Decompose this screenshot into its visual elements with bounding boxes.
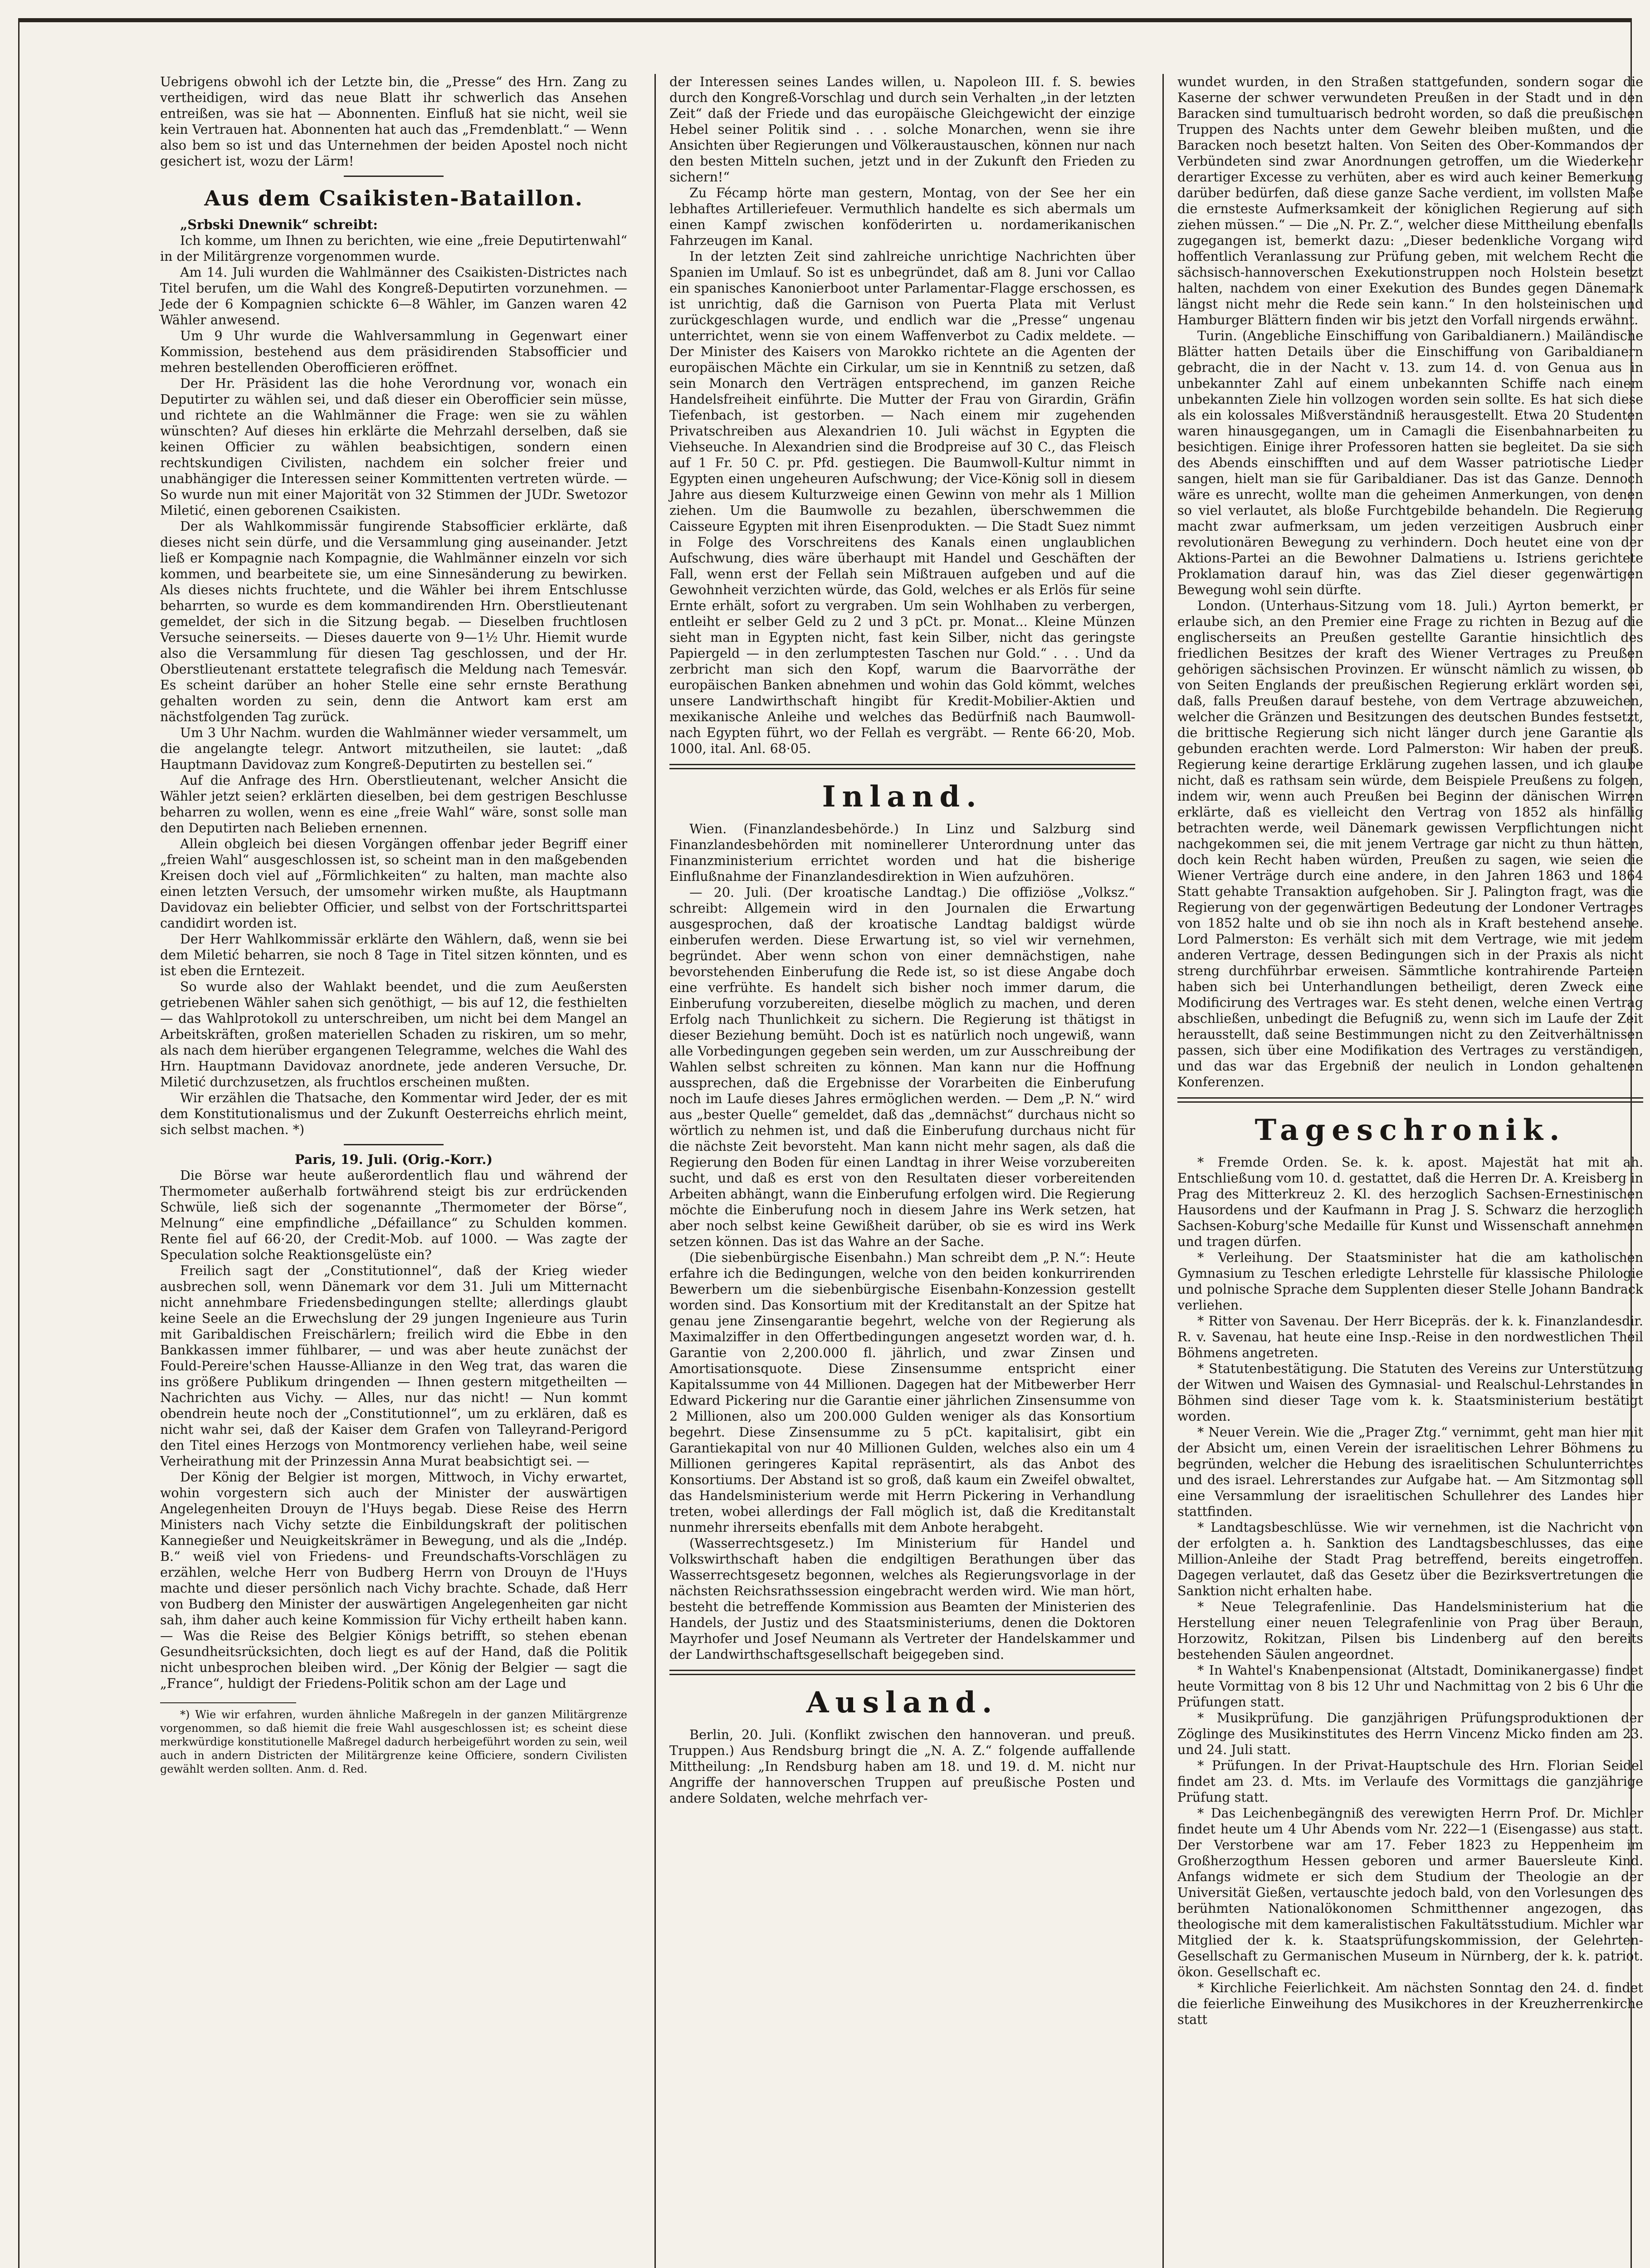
article-paragraph: Um 3 Uhr Nachm. wurden die Wahlmänner wieder versammelt, um die angelangte telegr. Antwort mitzutheilen, sie lautet: „daß Hauptmann Davidovaz zum Kongreß-Deputirten zu bestellen sei.“ [160, 725, 627, 772]
chronicle-item: * Statutenbestätigung. Die Statuten des Vereins zur Unterstützung der Witwen und Waisen des Gymnasial- und Realschul-Lehrstandes in Böhmen sind dieser Tage vom k. k. Staatsministerium bestätigt worden. [1177, 1361, 1643, 1424]
footnote: *) Wie wir erfahren, wurden ähnliche Maßregeln in der ganzen Militärgrenze vorgenommen, so daß hiemit die freie Wahl ausgeschlossen ist; es scheint diese merkwürdige konstitutionelle Maßregel dadurch herbeigeführt worden zu sein, weil auch in andern Districten der Militärgrenze keine Officiere, sondern Civilisten gewählt werden sollten. Anm. d. Red. [160, 1708, 627, 1775]
lead-paris: Paris, 19. Juli. (Orig.-Korr.) [295, 1152, 493, 1167]
chronicle-item: * Fremde Orden. Se. k. k. apost. Majestät hat mit ah. Entschließung vom 10. d. gestattet, daß die Herren Dr. A. Kreisberg in Prag des Mitterkreuz 2. Kl. des herzoglich Sachsen-Ernestinischen Hausordens und der Kaufmann in Prag J. S. Schwarz die herzoglich Sachsen-Koburg'sche Medaille für Kunst und Wissenschaft annehmen und tragen dürfen. [1177, 1155, 1643, 1249]
article-paragraph: Zu Fécamp hörte man gestern, Montag, von der See her ein lebhaftes Artilleriefeuer. Vermuthlich handelte es sich abermals um einen Kampf zwischen konföderirten u. nordamerikanischen Fahrzeugen im Kanal. [669, 186, 1135, 248]
article-paragraph: Turin. (Angebliche Einschiffung von Garibaldianern.) Mailändische Blätter hatten Details über die Einschiffung von Garibaldianern gebracht, die in der Nacht v. 13. zum 14. d. von Genua aus in unbekannter Zahl auf einem unbekannten Schiffe nach einem unbekannten Ziele hin vollzogen worden sein sollte. Es hat sich diese als ein kolossales Mißverständniß herausgestellt. Etwa 20 Studenten waren hinausgegangen, um in Camagli die Eisenbahnarbeiten zu besichtigen. Einige ihrer Professoren hatten sie begleitet. Da sie sich des Abends einschifften und auf dem Wasser patriotische Lieder sangen, hielt man sie für Garibaldianer. Das ist das Ganze. Dennoch wäre es unrecht, wollte man die geheimen Anmerkungen, von denen so viel verlautet, als bloße Furchtgebilde behandeln. Die Regierung macht zwar aufmerksam, um jeden verzeitigen Ausbruch einer revolutionären Bewegung zu verhindern. Doch heutet eine von der Aktions-Partei an die Bewohner Dalmatiens u. Istriens gerichtete Proklamation darauf hin, was das Ziel dieser gegenwärtigen Bewegung wohl sein dürfte. [1177, 328, 1643, 597]
article-paragraph: wundet wurden, in den Straßen stattgefunden, sondern sogar die Kaserne der schwer verwundeten Preußen in der Stadt und in den Baracken sind tumultuarisch bedroht worden, so daß die preußischen Truppen des Nachts unter dem Gewehr bleiben mußten, und die Baracken noch besetzt halten. Von Seiten des Ober-Kommandos der Verbündeten sind zwar Anordnungen getroffen, um die Wiederkehr derartiger Excesse zu verhüten, aber es wird auch keiner Bemerkung darüber bedürfen, daß diese ganze Sache verdient, im vollsten Maße die ernsteste Aufmerksamkeit der königlichen Regierung auf sich ziehen müssen.“ — Die „N. Pr. Z.“, welcher diese Mittheilung ebenfalls zugegangen ist, bemerkt dazu: „Dieser bedenkliche Vorgang wird hoffentlich Veranlassung zur Prüfung geben, mit welchem Recht die sächsisch-hannoverschen Exekutionstruppen noch Holstein besetzt halten, nachdem von einer Exekution des Bundes gegen Dänemark längst nicht mehr die Rede sein kann.“ In den holsteinischen und Hamburger Blättern finden wir bis jetzt den Vorfall nirgends erwähnt. [1177, 74, 1643, 327]
article-paragraph: (Wasserrechtsgesetz.) Im Ministerium für Handel und Volkswirthschaft haben die endgiltigen Berathungen über das Wasserrechtsgesetz begonnen, welches als Regierungsvorlage in der nächsten Reichsrathssession eingebracht werden wird. Wie man hört, besteht die betreffende Kommission aus Beamten der Ministerien des Handels, der Justiz und des Staatsministeriums, denen die Doktoren Mayrhofer und Josef Neumann als Vertreter der Handelskammer und der Landwirthschaftsgesellschaft beigegeben sind. [669, 1536, 1135, 1662]
article-paragraph: Ich komme, um Ihnen zu berichten, wie eine „freie Deputirtenwahl“ in der Militärgrenze vorgenommen wurde. [160, 233, 627, 264]
article-paragraph: (Die siebenbürgische Eisenbahn.) Man schreibt dem „P. N.“: Heute erfahre ich die Bedingungen, welche von den beiden konkurrirenden Bewerbern um die siebenbürgische Eisenbahn-Konzession gestellt worden sind. Das Konsortium mit der Kreditanstalt an der Spitze hat genau jene Zinsengarantie begehrt, welche von der Regierung als Maximalziffer in den Offertbedingungen angesetzt worden war, d. h. Garantie von 2,200.000 fl. jährlich, und zwar Zinsen und Amortisationsquote. Diese Zinsensumme entspricht einer Kapitalssumme von 44 Millionen. Dagegen hat der Mitbewerber Herr Edward Pickering nur die Garantie einer jährlichen Zinsensumme von 2 Millionen, also um 200.000 Gulden weniger als das Konsortium begehrt. Diese Zinsensumme zu 5 pCt. kapitalisirt, gibt ein Garantiekapital von nur 40 Millionen Gulden, welches also ein um 4 Millionen geringeres Kapital repräsentirt, als das Anbot des Konsortiums. Der Abstand ist so groß, daß kaum ein Zweifel obwaltet, das Handelsministerium werde mit Herrn Pickering in Verhandlung treten, wobei allerdings der Fall möglich ist, daß die Kreditanstalt nunmehr ihrerseits ebenfalls mit dem Anbote herabgeht. [669, 1250, 1135, 1535]
section-divider [669, 1670, 1135, 1675]
article-paragraph: Wien. (Finanzlandesbehörde.) In Linz und Salzburg sind Finanzlandesbehörden mit nominellerer Unterordnung unter das Finanzministerium errichtet worden und hat die bisherige Einflußnahme der Finanzlandesdirektion in Wien aufzuhören. [669, 821, 1135, 884]
newspaper-page [18, 18, 1643, 2268]
chronicle-item: * Kirchliche Feierlichkeit. Am nächsten Sonntag den 24. d. findet die feierliche Einweihung des Musikchores in der Kreuzherrenkirche statt [1177, 1980, 1643, 2027]
section-title-inland: Inland. [822, 780, 983, 814]
article-paragraph: Wir erzählen die Thatsache, den Kommentar wird Jeder, der es mit dem Konstitutionalismus und der Zukunft Oesterreichs ehrlich meint, sich selbst machen. *) [160, 1090, 627, 1137]
article-paragraph: Allein obgleich bei diesen Vorgängen offenbar jeder Begriff einer „freien Wahl“ ausgeschlossen ist, so scheint man in den maßgebenden Kreisen doch viel auf „Förmlichkeiten“ zu halten, man machte also einen letzten Versuch, der umsomehr wirken mußte, als Hauptmann Davidovaz ein beliebter Officier, und selbst von der Fortschrittspartei candidirt worden ist. [160, 836, 627, 931]
section-title-tageschronik: Tageschronik. [1255, 1113, 1566, 1147]
article-paragraph: Der Herr Wahlkommissär erklärte den Wählern, daß, wenn sie bei dem Miletić beharren, sie noch 8 Tage in Titel sitzen könnten, und es ist eben die Erntezeit. [160, 932, 627, 978]
divider [344, 1144, 444, 1145]
article-paragraph: Freilich sagt der „Constitutionnel“, daß der Krieg wieder ausbrechen soll, wenn Dänemark vor dem 31. Juli um Mitternacht nicht annehmbare Friedensbedingungen stellte; allerdings glaubt keine Seele an die Erwechslung der 29 jungen Ingenieure aus Turin mit Garibaldischen Freischärlern; freilich wird die Ebbe in den Bankkassen immer fühlbarer, — und was aber heute zunächst der Fould-Pereire'schen Hausse-Allianze in den Weg trat, das waren die ins größere Publikum dringenden — Ihnen gestern mitgetheilten — Nachrichten aus Vichy. — Alles, nur das nicht! — Nun kommt obendrein heute noch der „Constitutionnel“, um zu erklären, daß es nicht wahr sei, daß der Kaiser dem Grafen von Talleyrand-Perigord den Titel eines Herzogs von Montmorency verliehen habe, weil seine Verheirathung mit der Prinzessin Anna Murat beabsichtigt sei. — [160, 1263, 627, 1469]
section-divider [1177, 1097, 1643, 1103]
intro-paragraph: Uebrigens obwohl ich der Letzte bin, die „Presse“ des Hrn. Zang zu vertheidigen, wird das neue Blatt ihr schwerlich das Ansehen entreißen, was sie hat — Abonnenten. Einfluß hat sie nicht, weil sie kein Vertrauen hat. Abonnenten hat auch das „Fremdenblatt.“ — Wenn also bem so ist und das Unternehmen der beiden Apostel noch nicht gesichert ist, wozu der Lärm! [160, 74, 627, 169]
article-paragraph: London. (Unterhaus-Sitzung vom 18. Juli.) Ayrton bemerkt, er erlaube sich, an den Premier eine Frage zu richten in Bezug auf die englischerseits an Preußen gestellte Garantie hinsichtlich des friedlichen Besitzes der kraft des Wiener Vertrages zu Preußen gehörigen sächsischen Provinzen. Er wünscht nämlich zu wissen, ob von Seiten Englands der preußischen Regierung erklärt worden sei, daß, falls Preußen darauf bestehe, von dem Vertrage abzuweichen, welcher die Gränzen und Besitzungen des deutschen Bundes festsetzt, die brittische Regierung sich nicht länger durch jene Garantie als gebunden erachten werde. Lord Palmerston: Wir haben der preuß. Regierung keine derartige Erklärung zugehen lassen, und ich glaube nicht, daß es rathsam sein würde, dem Beispiele Preußens zu folgen, indem wir, wenn auch Preußen bei Beginn der dänischen Wirren erklärte, daß es vielleicht den Vertrag von 1852 als hinfällig betrachten werde, weil Dänemark gewissen Verpflichtungen nicht nachgekommen sei, die mit jenem Vertrage gar nicht zu thun hätten, doch kein Recht haben würden, Preußen zu sagen, wie seien die Wiener Verträge durch eine andere, in den Jahren 1863 und 1864 Statt gehabte Transaktion aufgehoben. Sir J. Palington fragt, was die Regierung von der gegenwärtigen Bedeutung der Londoner Vertrages von 1852 halte und ob sie ihn noch als in Kraft bestehend ansehe. Lord Palmerston: Es verhält sich mit dem Vertrage, wie mit jedem anderen Vertrage, dessen Bedingungen sich in der Praxis als nicht streng durchführbar erweisen. Sämmtliche kontrahirende Parteien haben sich bei Unterhandlungen betheiligt, deren Zweck eine Modificirung des Vertrages war. Es steht denen, welche einen Vertrag abschließen, unbedingt die Befugniß zu, wenn sich im Laufe der Zeit herausstellt, daß seine Bestimmungen nicht zu den Zeitverhältnissen passen, sich über eine Modifikation des Vertrages zu verständigen, und das war das Ergebniß der neulich in London gehaltenen Konferenzen. [1177, 598, 1643, 1090]
top-rule [20, 20, 1630, 22]
chronicle-item: * Prüfungen. In der Privat-Hauptschule des Hrn. Florian Seidel findet am 23. d. Mts. im Verlaufe des Vormittags die ganzjährige Prüfung statt. [1177, 1758, 1643, 1805]
chronicle-item: * In Wahtel's Knabenpensionat (Altstadt, Dominikanergasse) findet heute Vormittag von 8 bis 12 Uhr und Nachmittag von 2 bis 6 Uhr die Prüfungen statt. [1177, 1663, 1643, 1710]
article-paragraph: Der König der Belgier ist morgen, Mittwoch, in Vichy erwartet, wohin vorgestern sich auch der Minister der auswärtigen Angelegenheiten Drouyn de l'Huys begab. Diese Reise des Herrn Ministers nach Vichy setzte die Einbildungskraft der politischen Kannegießer und Neuigkeitskrämer in Bewegung, und als die „Indép. B.“ weiß viel von Friedens- und Freundschafts-Vorschlägen zu erzählen, welche Herr von Budberg Herrn von Drouyn de l'Huys machte und dieser persönlich nach Vichy brachte. Schade, daß Herr von Budberg den Minister der auswärtigen Angelegenheiten gar nicht sah, ihm daher auch keine Kommission für Vichy ertheilt haben kann. — Was die Reise des Belgier Königs betrifft, so stehen ebenan Gesundheitsrücksichten, doch liegt es auf der Hand, daß die Politik nicht unbesprochen bleiben wird. „Der König der Belgier — sagt die „France“, huldigt der Friedens-Politik schon am der Lage und [160, 1470, 627, 1691]
article-paragraph: Der als Wahlkommissär fungirende Stabsofficier erklärte, daß dieses nicht sein dürfe, und die Versammlung ging auseinander. Jetzt ließ er Kompagnie nach Kompagnie, die Wahlmänner einzeln vor sich kommen, und bearbeitete sie, um eine Sinnesänderung zu bewirken. Als dieses nichts fruchtete, und die Wähler bei ihrem Entschlusse beharrten, so wurde es dem kommandirenden Hrn. Oberstlieutenant gemeldet, der sich in die Sitzung begab. — Dieselben fruchtlosen Versuche seinerseits. — Dieses dauerte von 9—1½ Uhr. Hiemit wurde also die Versammlung für diesen Tag geschlossen, und der Hr. Oberstlieutenant erstattete telegrafisch die Meldung nach Temesvár. Es scheint darüber an hoher Stelle eine sehr ernste Berathung gehalten worden zu sein, denn die Antwort kam erst am nächstfolgenden Tag zurück. [160, 519, 627, 724]
footnote-rule [160, 1702, 296, 1703]
section-title-ausland: Ausland. [806, 1686, 999, 1720]
article-paragraph: Auf die Anfrage des Hrn. Oberstlieutenant, welcher Ansicht die Wähler jetzt seien? erklärten dieselben, bei dem gestrigen Beschlusse beharren zu wollen, wenn es eine „freie Wahl“ wäre, sonst solle man den Deputirten nach Belieben ernennen. [160, 773, 627, 836]
article-paragraph: So wurde also der Wahlakt beendet, und die zum Aeußersten getriebenen Wähler sahen sich genöthigt, — bis auf 12, die festhielten — das Wahlprotokoll zu unterschreiben, um nicht bei dem Mangel an Arbeitskräften, großen materiellen Schaden zu riskiren, um so mehr, als nach dem hierüber ergangenen Telegramme, welches die Wahl des Hrn. Hauptmann Davidovaz anordnete, jede anderen Versuche, Dr. Miletić durchzusetzen, als fruchtlos erscheinen mußten. [160, 979, 627, 1090]
article-paragraph: Die Börse war heute außerordentlich flau und während der Thermometer außerhalb fortwährend steigt bis zur erdrückenden Schwüle, ließ sich der sogenannte „Thermometer der Börse“, Melnung“ eine empfindliche „Défaillance“ zu Schulden kommen. Rente fiel auf 66·20, der Credit-Mob. auf 1000. — Was zagte der Speculation solche Reaktionsgelüste ein? [160, 1168, 627, 1262]
column-2 [654, 74, 1149, 2268]
article-paragraph: Am 14. Juli wurden die Wahlmänner des Csaikisten-Districtes nach Titel berufen, um die Wahl des Kongreß-Deputirten vorzunehmen. — Jede der 6 Kompagnien schickte 6—8 Wähler, im Ganzen waren 42 Wähler anwesend. [160, 265, 627, 327]
lead-srbski-dnewnik: „Srbski Dnewnik“ schreibt: [180, 217, 378, 232]
chronicle-item: * Neue Telegrafenlinie. Das Handelsministerium hat die Herstellung einer neuen Telegrafenlinie von Prag über Beraun, Horzowitz, Rokitzan, Pilsen bis Lindenberg auf den bereits bestehenden Säulen angeordnet. [1177, 1599, 1643, 1662]
chronicle-item: * Landtagsbeschlüsse. Wie wir vernehmen, ist die Nachricht von der erfolgten a. h. Sanktion des Landtagsbeschlusses, das eine Million-Anleihe der Stadt Prag betreffend, bereits eingetroffen. Dagegen verlautet, daß das Gesetz über die Bezirksvertretungen die Sanktion nicht erhalten habe. [1177, 1520, 1643, 1598]
article-paragraph: — 20. Juli. (Der kroatische Landtag.) Die offiziöse „Volksz.“ schreibt: Allgemein wird in den Journalen die Erwartung ausgesprochen, daß der kroatische Landtag baldigst würde einberufen werden. Diese Erwartung ist, so viel wir vernehmen, begründet. Aber wenn schon von einer demnächstigen, nahe bevorstehenden Einberufung die Rede ist, so ist diese Angabe doch eine verfrühte. Es handelt sich bisher noch immer darum, die Einberufung vorzubereiten, dieselbe möglich zu machen, und deren Erfolg nach Thunlichkeit zu sichern. Die Regierung ist thätigst in dieser Beziehung bemüht. Doch ist es natürlich noch ungewiß, wann alle Vorbedingungen gegeben sein werden, um zur Ausschreibung der Wahlen selbst schreiten zu können. Man kann nur die Hoffnung aussprechen, daß die Ergebnisse der Vorarbeiten die Einberufung noch im Laufe dieses Jahres ermöglichen werden. — Dem „P. N.“ wird aus „bester Quelle“ gemeldet, daß das „demnächst“ durchaus nicht so wörtlich zu nehmen ist, und daß die Einberufung durchaus nicht für die nächste Zeit bevorsteht. Man kann nicht mehr sagen, als daß die Regierung den Boden für einen Landtag in ihrer Weise vorzubereiten sucht, und daß es erst von den Resultaten dieser vorbereitenden Arbeiten abhängt, wann die Einberufung erfolgen wird. Die Regierung möchte die Einberufung noch in diesem Jahre ins Werk setzen, hat aber noch selbst keine Gewißheit darüber, ob sie es wird ins Werk setzen können. Das ist das Wahre an der Sache. [669, 885, 1135, 1249]
article-paragraph: Der Hr. Präsident las die hohe Verordnung vor, wonach ein Deputirter zu wählen sei, und daß dieser ein Oberofficier sein müsse, und richtete an die Wahlmänner die Frage: wen sie zu wählen wünschten? Auf dieses hin erklärte die Mehrzahl derselben, daß sie keinen Officier zu wählen beabsichtigen, sondern einen rechtskundigen Civilisten, nachdem ein solcher freier und unabhängiger die Interessen seiner Kommittenten vertreten würde. — So wurde nun mit einer Majorität von 32 Stimmen der JUDr. Swetozor Miletić, einen geborenen Csaikisten. [160, 376, 627, 518]
column-1 [146, 74, 641, 2268]
section-divider [669, 764, 1135, 769]
chronicle-item: * Das Leichenbegängniß des verewigten Herrn Prof. Dr. Michler findet heute um 4 Uhr Abends vom Nr. 222—1 (Eisengasse) aus statt. Der Verstorbene war am 17. Feber 1823 zu Heppenheim im Großherzogthum Hessen geboren und armer Bauersleute Kind. Anfangs widmete er sich dem Studium der Theologie an der Universität Gießen, vertauschte jedoch bald, von den Vorlesungen des berühmten Nationalökonomen Schmitthenner angezogen, das theologische mit dem kameralistischen Fakultätsstudium. Michler war Mitglied der k. k. Staatsprüfungskommission, der Gelehrten-Gesellschaft zu Germanischen Museum in Nürnberg, der k. k. patriot. ökon. Gesellschaft ec. [1177, 1806, 1643, 1980]
chronicle-item: * Ritter von Savenau. Der Herr Bicepräs. der k. k. Finanzlandesdir. R. v. Savenau, hat heute eine Insp.-Reise in den nordwestlichen Theil Böhmens angetreten. [1177, 1314, 1643, 1360]
chronicle-item: * Neuer Verein. Wie die „Prager Ztg.“ vernimmt, geht man hier mit der Absicht um, einen Verein der israelitischen Lehrer Böhmens zu begründen, welcher die Hebung des israelitischen Schulunterrichtes und des israel. Lehrerstandes zur Aufgabe hat. — Am Sitzmontag soll eine Versammlung der israelitischen Schullehrer des Landes hier stattfinden. [1177, 1425, 1643, 1519]
chronicle-item: * Verleihung. Der Staatsminister hat die am katholischen Gymnasium zu Teschen erledigte Lehrstelle für klassische Philologie und polnische Sprache dem Supplenten dieser Stelle Johann Bandrack verliehen. [1177, 1250, 1643, 1313]
article-paragraph: In der letzten Zeit sind zahlreiche unrichtige Nachrichten über Spanien im Umlauf. So ist es unbegründet, daß am 8. Juni vor Callao ein spanisches Kanonierboot unter Parlamentar-Flagge erschossen, es ist unrichtig, daß die Garnison von Puerta Plata mit Verlust zurückgeschlagen wurde, und endlich war die „Presse“ ungenau unterrichtet, wenn sie von einem Waffenverbot zu Cadix meldete. — Der Minister des Kaisers von Marokko richtete an die Agenten der europäischen Mächte ein Cirkular, um sie in Kenntniß zu setzen, daß sein Monarch den Verträgen entsprechend, im ganzen Reiche Handelsfreiheit einführte. Die Mutter der Frau von Girardin, Gräfin Tiefenbach, ist gestorben. — Nach einem mir zugehenden Privatschreiben aus Alexandrien 10. Juli wächst in Egypten die Viehseuche. In Alexandrien sind die Brodpreise auf 30 C., das Fleisch auf 1 Fr. 50 C. pr. Pfd. gestiegen. Die Baumwoll-Kultur nimmt in Egypten einen ungeheuren Aufschwung; der Vice-König soll in diesem Jahre aus diesem Kulturzweige einen Gewinn von mehr als 1 Million ziehen. Um die Baumwolle zu bezahlen, überschwemmen die Caisseure Egypten mit ihren Eisenprodukten. — Die Stadt Suez nimmt in Folge des Vorschreitens des Kanals einen unglaublichen Aufschwung, dies wäre überhaupt mit Handel und Geschäften der Fall, wenn erst der Fellah sein Mißtrauen aufgeben und auf die Gewohnheit verzichten würde, das Gold, welches er als Erlös für seine Ernte erhält, sofort zu vergraben. Um sein Wohlhaben zu verbergen, entleiht er selber Geld zu 2 und 3 pCt. pr. Monat... Kleine Münzen sieht man in Egypten nicht, fast kein Silber, nicht das geringste Papiergeld — in den zerlumptesten Taschen nur Gold.“ . . . Und da zerbricht man sich den Kopf, warum die Baarvorräthe der europäischen Banken abnehmen und wohin das Gold kömmt, welches unsere Landwirthschaft hingibt für Kredit-Mobilier-Aktien und mexikanische Anleihe und welches das Bedürfniß nach Baumwoll- nach Egypten führt, wo der Fellah es vergräbt. — Rente 66·20, Mob. 1000, ital. Anl. 68·05. [669, 249, 1135, 756]
article-paragraph: Berlin, 20. Juli. (Konflikt zwischen den hannoveran. und preuß. Truppen.) Aus Rendsburg bringt die „N. A. Z.“ folgende auffallende Mittheilung: „In Rendsburg haben am 18. und 19. d. M. nicht nur Angriffe der hannoverschen Truppen auf preußische Posten und andere Soldaten, welche mehrfach ver- [669, 1727, 1135, 1806]
divider [344, 176, 444, 177]
article-paragraph: Um 9 Uhr wurde die Wahlversammlung in Gegenwart einer Kommission, bestehend aus dem präsidirenden Stabsofficier und mehren bestellenden Oberofficieren eröffnet. [160, 328, 627, 375]
column-3 [1162, 74, 1650, 2268]
chronicle-item: * Musikprüfung. Die ganzjährigen Prüfungsproduktionen der Zöglinge des Musikinstitutes des Herrn Vincenz Micko finden am 23. und 24. Juli statt. [1177, 1711, 1643, 1757]
section-title-csaikisten: Aus dem Csaikisten-Bataillon. [204, 186, 583, 210]
article-paragraph: der Interessen seines Landes willen, u. Napoleon III. f. S. bewies durch den Kongreß-Vorschlag und durch sein Verhalten „in der letzten Zeit“ daß der Friede und das europäische Gleichgewicht der einzige Hebel seiner Politik sind . . . solche Monarchen, wenn sie ihre Ansichten über Regierungen und Völkeraustauschen, können nur nach den besten Mitteln suchen, jetzt und in der Zukunft den Frieden zu sichern!“ [669, 74, 1135, 185]
